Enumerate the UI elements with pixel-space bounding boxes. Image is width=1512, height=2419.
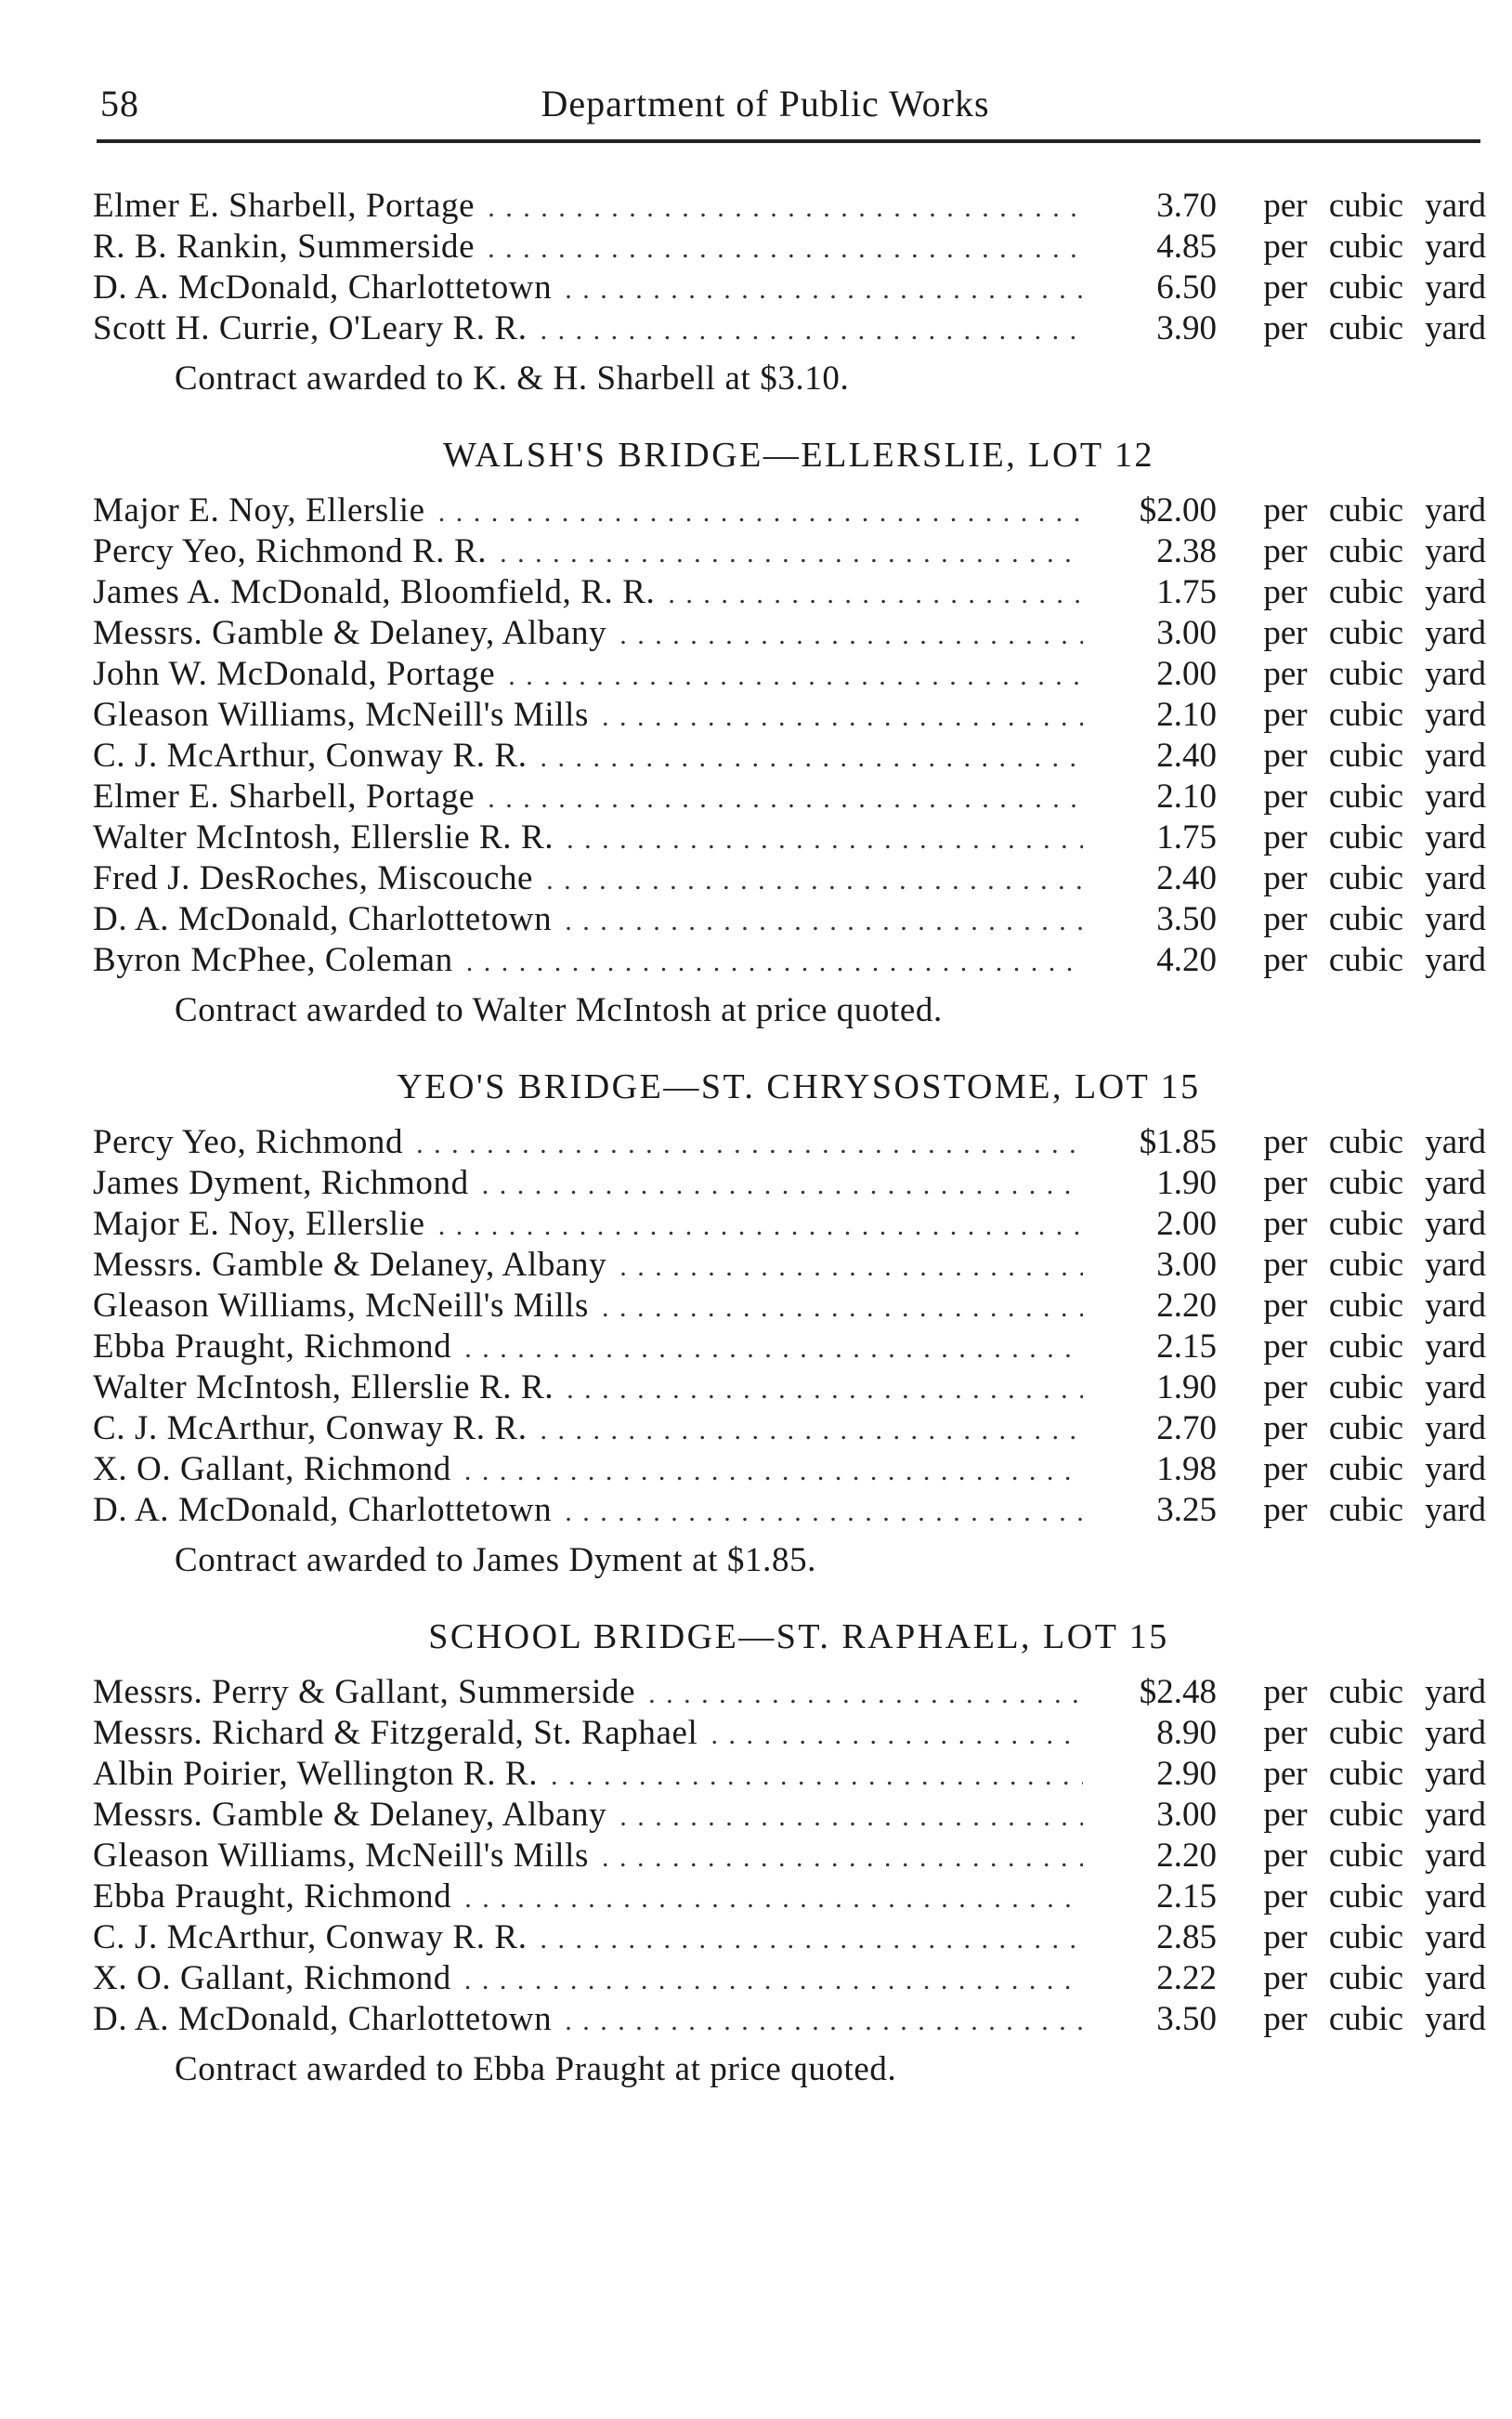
dot-leader bbox=[541, 738, 1083, 778]
tender-row bbox=[93, 531, 1486, 572]
bid-price: 3.90 bbox=[1156, 309, 1217, 347]
dot-leader bbox=[541, 1410, 1083, 1451]
dot-leader bbox=[565, 1492, 1083, 1533]
bid-price: 2.70 bbox=[1156, 1409, 1217, 1447]
bid-price: $1.85 bbox=[1139, 1123, 1217, 1161]
tender-row bbox=[93, 268, 1486, 308]
bid-price: 1.90 bbox=[1156, 1368, 1217, 1406]
bidder-name: Walter McIntosh, Ellerslie R. R. bbox=[93, 1368, 554, 1406]
bid-price: 3.70 bbox=[1156, 187, 1217, 225]
price-unit: per cubic yard bbox=[1263, 1327, 1486, 1366]
bid-price: 2.40 bbox=[1156, 737, 1217, 775]
bidder-name: Messrs. Gamble & Delaney, Albany bbox=[93, 1246, 607, 1284]
tender-row bbox=[93, 227, 1486, 268]
dot-leader bbox=[551, 1756, 1083, 1797]
tender-row bbox=[93, 613, 1486, 654]
bid-price: 2.38 bbox=[1156, 532, 1217, 570]
price-unit: per cubic yard bbox=[1263, 532, 1486, 570]
bidder-name: Gleason Williams, McNeill's Mills bbox=[93, 1287, 590, 1325]
price-unit: per cubic yard bbox=[1263, 778, 1486, 816]
bidder-name: Elmer E. Sharbell, Portage bbox=[93, 778, 476, 816]
tender-row bbox=[93, 1245, 1486, 1286]
price-unit: per cubic yard bbox=[1263, 614, 1486, 652]
bidder-name: Gleason Williams, McNeill's Mills bbox=[93, 1837, 590, 1875]
bidder-name: Messrs. Gamble & Delaney, Albany bbox=[93, 1796, 607, 1834]
section-title: WALSH'S BRIDGE—ELLERSLIE, LOT 12 bbox=[443, 436, 1154, 475]
bidder-name: C. J. McArthur, Conway R. R. bbox=[93, 737, 528, 775]
bid-price: $2.48 bbox=[1139, 1673, 1217, 1711]
dot-leader bbox=[602, 697, 1083, 738]
bid-price: 1.75 bbox=[1156, 573, 1217, 611]
price-unit: per cubic yard bbox=[1263, 1837, 1486, 1875]
contract-award-note: Contract awarded to Ebba Praught at price quoted. bbox=[175, 2050, 897, 2088]
bidder-name: C. J. McArthur, Conway R. R. bbox=[93, 1409, 528, 1447]
bidder-name: X. O. Gallant, Richmond bbox=[93, 1450, 451, 1488]
price-unit: per cubic yard bbox=[1263, 941, 1486, 979]
tender-row bbox=[93, 1917, 1486, 1958]
tender-row bbox=[93, 1449, 1486, 1490]
price-unit: per cubic yard bbox=[1263, 1755, 1486, 1793]
dot-leader bbox=[602, 1837, 1083, 1878]
dot-leader bbox=[488, 778, 1083, 819]
price-unit: per cubic yard bbox=[1263, 1918, 1486, 1956]
dot-leader bbox=[565, 901, 1083, 942]
tender-row bbox=[93, 1958, 1486, 1999]
tender-row bbox=[93, 858, 1486, 899]
tender-row bbox=[93, 1122, 1486, 1163]
price-unit: per cubic yard bbox=[1263, 1796, 1486, 1834]
price-unit: per cubic yard bbox=[1263, 1123, 1486, 1161]
tender-row bbox=[93, 490, 1486, 531]
tender-row bbox=[93, 695, 1486, 736]
bid-price: 3.50 bbox=[1156, 2000, 1217, 2038]
price-unit: per cubic yard bbox=[1263, 1409, 1486, 1447]
tender-row bbox=[93, 1204, 1486, 1245]
tender-row bbox=[93, 1286, 1486, 1327]
bid-price: 2.90 bbox=[1156, 1755, 1217, 1793]
bid-price: 2.00 bbox=[1156, 655, 1217, 693]
dot-leader bbox=[619, 1247, 1083, 1288]
bid-price: 3.00 bbox=[1156, 1796, 1217, 1834]
bidder-name: James A. McDonald, Bloomfield, R. R. bbox=[93, 573, 656, 611]
bidder-name: C. J. McArthur, Conway R. R. bbox=[93, 1918, 528, 1956]
tender-row bbox=[93, 1408, 1486, 1449]
bidder-name: Scott H. Currie, O'Leary R. R. bbox=[93, 309, 528, 347]
bid-price: 3.00 bbox=[1156, 1246, 1217, 1284]
price-unit: per cubic yard bbox=[1263, 1450, 1486, 1488]
bid-price: 2.15 bbox=[1156, 1327, 1217, 1366]
bid-price: 2.10 bbox=[1156, 696, 1217, 734]
bridge-section bbox=[93, 427, 1486, 1042]
dot-leader bbox=[508, 656, 1083, 697]
page-number: 58 bbox=[100, 83, 139, 124]
bid-price: 1.90 bbox=[1156, 1164, 1217, 1202]
tender-row bbox=[93, 1713, 1486, 1754]
bidder-name: D. A. McDonald, Charlottetown bbox=[93, 2000, 553, 2038]
dot-leader bbox=[565, 2001, 1083, 2042]
bidder-name: Fred J. DesRoches, Miscouche bbox=[93, 859, 534, 897]
bidder-name: Percy Yeo, Richmond bbox=[93, 1123, 404, 1161]
header-rule bbox=[97, 139, 1480, 143]
price-unit: per cubic yard bbox=[1263, 900, 1486, 938]
bidder-name: Byron McPhee, Coleman bbox=[93, 941, 453, 979]
price-unit: per cubic yard bbox=[1263, 309, 1486, 347]
price-unit: per cubic yard bbox=[1263, 2000, 1486, 2038]
bridge-section bbox=[93, 1059, 1486, 1592]
dot-leader bbox=[565, 269, 1083, 310]
price-unit: per cubic yard bbox=[1263, 818, 1486, 856]
dot-leader bbox=[668, 574, 1083, 615]
bid-price: 1.98 bbox=[1156, 1450, 1217, 1488]
tender-row bbox=[93, 1754, 1486, 1795]
bidder-name: Albin Poirier, Wellington R. R. bbox=[93, 1755, 539, 1793]
section-title: SCHOOL BRIDGE—ST. RAPHAEL, LOT 15 bbox=[428, 1617, 1169, 1656]
bidder-name: Major E. Noy, Ellerslie bbox=[93, 491, 425, 530]
dot-leader bbox=[541, 1919, 1083, 1960]
price-unit: per cubic yard bbox=[1263, 1491, 1486, 1529]
bid-price: 1.75 bbox=[1156, 818, 1217, 856]
continued-tender-block bbox=[93, 186, 1486, 411]
dot-leader bbox=[619, 1797, 1083, 1837]
bidder-name: D. A. McDonald, Charlottetown bbox=[93, 1491, 553, 1529]
price-unit: per cubic yard bbox=[1263, 655, 1486, 693]
bidder-name: R. B. Rankin, Summerside bbox=[93, 228, 476, 266]
price-unit: per cubic yard bbox=[1263, 268, 1486, 307]
dot-leader bbox=[648, 1674, 1083, 1715]
dot-leader bbox=[464, 1451, 1083, 1492]
dot-leader bbox=[602, 1288, 1083, 1328]
section-title: YEO'S BRIDGE—ST. CHRYSOSTOME, LOT 15 bbox=[397, 1067, 1201, 1106]
tender-row bbox=[93, 1672, 1486, 1713]
bid-price: 6.50 bbox=[1156, 268, 1217, 307]
tender-row bbox=[93, 1999, 1486, 2040]
tender-row bbox=[93, 572, 1486, 613]
tender-listing bbox=[93, 186, 1486, 2101]
bid-price: 3.50 bbox=[1156, 900, 1217, 938]
bidder-name: Gleason Williams, McNeill's Mills bbox=[93, 696, 590, 734]
bidder-name: D. A. McDonald, Charlottetown bbox=[93, 268, 553, 307]
tender-row bbox=[93, 1795, 1486, 1836]
price-unit: per cubic yard bbox=[1263, 1205, 1486, 1243]
dot-leader bbox=[710, 1715, 1083, 1756]
bid-price: 2.20 bbox=[1156, 1287, 1217, 1325]
price-unit: per cubic yard bbox=[1263, 1959, 1486, 1997]
tender-row bbox=[93, 654, 1486, 695]
price-unit: per cubic yard bbox=[1263, 573, 1486, 611]
bidder-name: James Dyment, Richmond bbox=[93, 1164, 469, 1202]
dot-leader bbox=[567, 819, 1083, 860]
bidder-name: Messrs. Gamble & Delaney, Albany bbox=[93, 614, 607, 652]
bid-price: 3.25 bbox=[1156, 1491, 1217, 1529]
bid-price: 2.00 bbox=[1156, 1205, 1217, 1243]
bid-price: 2.22 bbox=[1156, 1959, 1217, 1997]
dot-leader bbox=[464, 1960, 1083, 2001]
bid-price: 4.85 bbox=[1156, 228, 1217, 266]
dot-leader bbox=[464, 1878, 1083, 1919]
price-unit: per cubic yard bbox=[1263, 1673, 1486, 1711]
price-unit: per cubic yard bbox=[1263, 491, 1486, 530]
bid-price: 4.20 bbox=[1156, 941, 1217, 979]
bidder-name: Walter McIntosh, Ellerslie R. R. bbox=[93, 818, 554, 856]
bidder-name: Ebba Praught, Richmond bbox=[93, 1877, 452, 1916]
tender-row bbox=[93, 1490, 1486, 1531]
tender-row bbox=[93, 1367, 1486, 1408]
tender-row bbox=[93, 1876, 1486, 1917]
price-unit: per cubic yard bbox=[1263, 1368, 1486, 1406]
dot-leader bbox=[464, 1328, 1083, 1369]
tender-row bbox=[93, 899, 1486, 940]
bid-price: 3.00 bbox=[1156, 614, 1217, 652]
bid-price: 2.15 bbox=[1156, 1877, 1217, 1916]
price-unit: per cubic yard bbox=[1263, 737, 1486, 775]
bidder-name: Elmer E. Sharbell, Portage bbox=[93, 187, 476, 225]
dot-leader bbox=[488, 188, 1083, 229]
tender-row bbox=[93, 1163, 1486, 1204]
dot-leader bbox=[416, 1124, 1083, 1165]
dot-leader bbox=[567, 1369, 1083, 1410]
bidder-name: Messrs. Richard & Fitzgerald, St. Raphael bbox=[93, 1714, 698, 1752]
bid-price: $2.00 bbox=[1139, 491, 1217, 530]
dot-leader bbox=[438, 1206, 1083, 1247]
price-unit: per cubic yard bbox=[1263, 1164, 1486, 1202]
tender-row bbox=[93, 1327, 1486, 1367]
dot-leader bbox=[541, 310, 1083, 351]
dot-leader bbox=[438, 492, 1083, 533]
tender-row bbox=[93, 736, 1486, 777]
tender-row bbox=[93, 1836, 1486, 1876]
bidder-name: X. O. Gallant, Richmond bbox=[93, 1959, 451, 1997]
bid-price: 2.20 bbox=[1156, 1837, 1217, 1875]
price-unit: per cubic yard bbox=[1263, 1877, 1486, 1916]
dot-leader bbox=[619, 615, 1083, 656]
dot-leader bbox=[488, 229, 1083, 269]
bidder-name: Ebba Praught, Richmond bbox=[93, 1327, 452, 1366]
bid-price: 2.85 bbox=[1156, 1918, 1217, 1956]
bidder-name: Percy Yeo, Richmond R. R. bbox=[93, 532, 488, 570]
bidder-name: D. A. McDonald, Charlottetown bbox=[93, 900, 553, 938]
price-unit: per cubic yard bbox=[1263, 696, 1486, 734]
dot-leader bbox=[482, 1165, 1083, 1206]
bid-price: 2.40 bbox=[1156, 859, 1217, 897]
tender-row bbox=[93, 186, 1486, 227]
bidder-name: John W. McDonald, Portage bbox=[93, 655, 496, 693]
price-unit: per cubic yard bbox=[1263, 1246, 1486, 1284]
price-unit: per cubic yard bbox=[1263, 228, 1486, 266]
tender-row bbox=[93, 308, 1486, 349]
dot-leader bbox=[466, 942, 1083, 983]
bidder-name: Messrs. Perry & Gallant, Summerside bbox=[93, 1673, 636, 1711]
dot-leader bbox=[546, 860, 1083, 901]
contract-award-note: Contract awarded to James Dyment at $1.85. bbox=[175, 1541, 817, 1579]
bidder-name: Major E. Noy, Ellerslie bbox=[93, 1205, 425, 1243]
price-unit: per cubic yard bbox=[1263, 1287, 1486, 1325]
contract-award-note: Contract awarded to K. & H. Sharbell at $3.10. bbox=[175, 360, 850, 398]
price-unit: per cubic yard bbox=[1263, 187, 1486, 225]
running-title: Department of Public Works bbox=[541, 83, 990, 124]
running-head bbox=[97, 82, 1434, 134]
price-unit: per cubic yard bbox=[1263, 859, 1486, 897]
dot-leader bbox=[500, 533, 1083, 574]
bid-price: 8.90 bbox=[1156, 1714, 1217, 1752]
bridge-section bbox=[93, 1609, 1486, 2101]
price-unit: per cubic yard bbox=[1263, 1714, 1486, 1752]
bid-price: 2.10 bbox=[1156, 778, 1217, 816]
tender-row bbox=[93, 940, 1486, 981]
tender-row bbox=[93, 777, 1486, 817]
tender-row bbox=[93, 817, 1486, 858]
contract-award-note: Contract awarded to Walter McIntosh at price quoted. bbox=[175, 991, 943, 1029]
